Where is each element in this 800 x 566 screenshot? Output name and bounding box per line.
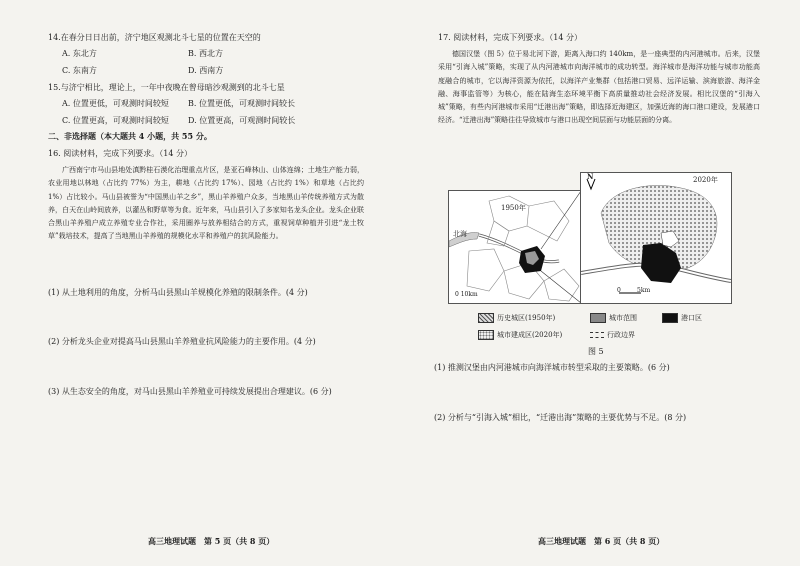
q14-option-b: B. 西北方 bbox=[188, 49, 223, 58]
q16-sub1: (1) 从土地利用的角度，分析马山县黑山羊规模化养殖的限制条件。(4 分) bbox=[48, 288, 308, 297]
legend-built bbox=[478, 330, 562, 340]
legend-historic-swatch bbox=[478, 313, 494, 323]
legend-built-swatch bbox=[478, 330, 494, 340]
q14-option-d: D. 西南方 bbox=[188, 66, 224, 75]
legend-port-swatch bbox=[662, 313, 678, 323]
q15-option-b: B. 位置更低，可观测时间较长 bbox=[188, 99, 295, 108]
q17-material: 德国汉堡（图 5）位于易北河下游，距离入海口约 140km，是一座典型的内河港城市。后来，汉堡采用“引海入城”策略，实现了从内河港城市向海洋城市的成功转型。海洋城市是海洋功能与城市功能高度融合的城市，它以海洋资源为依托，以海洋产业集群（包括港口贸易、远洋运输、滨海旅游、海洋金融、海事监管等）为核心，能在陆海生态环境平衡下高质量推动社会经济发展。相比汉堡的“引海入城”策略，有些内河港城市采用“迁港出海”策略，即选择近海建区，加强近海的海口港口建设，发展港口经济。“迁港出海”策略往往导致城市与港口出现空间层面与功能层面的分离。 bbox=[438, 50, 760, 125]
q15-option-d: D. 位置更高，可观测时间较长 bbox=[188, 116, 296, 125]
q16-sub2: (2) 分析龙头企业对提高马山县黑山羊养殖业抗风险能力的主要作用。(4 分) bbox=[48, 337, 316, 346]
map-sea-label: 北海 bbox=[453, 230, 467, 238]
q14-stem: 14.在春分日日出前，济宁地区观测北斗七星的位置在天空的 bbox=[48, 33, 261, 42]
q15-option-c: C. 位置更高，可观测时间较短 bbox=[62, 116, 169, 125]
map-large-scale-zero: 0 bbox=[617, 287, 621, 294]
legend-boundary-label: 行政边界 bbox=[607, 331, 635, 339]
legend-city-swatch bbox=[590, 313, 606, 323]
north-arrow-label: N bbox=[587, 172, 594, 181]
legend-boundary-swatch bbox=[590, 332, 604, 338]
q14-option-c: C. 东南方 bbox=[62, 66, 97, 75]
legend-port bbox=[662, 313, 702, 323]
q15-stem: 15.与济宁相比，理论上，一年中夜晚在曾母暗沙观测到的北斗七星 bbox=[48, 83, 285, 92]
map-large-year: 2020年 bbox=[693, 176, 718, 184]
legend-city-label: 城市范围 bbox=[609, 314, 637, 322]
map-small-scale: 0 10km bbox=[455, 291, 478, 298]
q16-material: 广西南宁市马山县地处滇黔桂石漠化治理重点片区，是亚石峰林山、山体连绵；土地生产能力弱，农业用地以林地（占比约 77%）为主，耕地（占比约 17%）、园地（占比约 1%）和草地（占比约 1%）占比较小。马山县被誉为“中国黑山羊之乡”，黑山羊养殖户众多，当地黑山羊传统养殖方式为散养，白天在山岭间放养，以灌丛和野草等为食。近年来，马山县引入了多家知名龙头企业。龙头企业联合黑山羊养殖户成立养殖专业合作社，采用圈养与放养相结合的方式，重视饲草种植并引进“龙土牧草”栽培技术，提高了当地黑山羊养殖的规模化水平和养殖户的抗风险能力。 bbox=[48, 166, 364, 241]
figure-caption: 图 5 bbox=[588, 347, 604, 356]
section-heading: 二、非选择题（本大题共 4 小题，共 55 分。 bbox=[48, 131, 212, 141]
city-map-drawing bbox=[581, 173, 731, 303]
q17-title: 17. 阅读材料，完成下列要求。（14 分） bbox=[438, 33, 582, 42]
legend-city bbox=[590, 313, 637, 323]
legend-historic-label: 历史城区(1950年) bbox=[497, 314, 556, 322]
legend-historic bbox=[478, 313, 555, 323]
q15-option-a: A. 位置更低，可观测时间较短 bbox=[62, 99, 169, 108]
right-page bbox=[400, 0, 800, 566]
hamburg-city-map bbox=[580, 172, 732, 304]
left-footer: 高三地理试题 第 5 页（共 8 页） bbox=[148, 536, 275, 546]
legend-port-label: 港口区 bbox=[681, 314, 702, 322]
legend-built-label: 城市建成区(2020年) bbox=[497, 331, 563, 339]
right-footer: 高三地理试题 第 6 页（共 8 页） bbox=[538, 536, 665, 546]
q17-sub1: (1) 推测汉堡由内河港城市向海洋城市转型采取的主要策略。(6 分) bbox=[434, 363, 670, 372]
legend-boundary bbox=[590, 330, 635, 340]
q14-option-a: A. 东北方 bbox=[62, 49, 97, 58]
hamburg-region-map bbox=[448, 190, 582, 304]
q17-sub2: (2) 分析与“引海入城”相比，“迁港出海”策略的主要优势与不足。(8 分) bbox=[434, 413, 687, 422]
map-small-year: 1950年 bbox=[501, 204, 526, 212]
map-large-scale-5km: 5km bbox=[637, 287, 651, 294]
q16-title: 16. 阅读材料，完成下列要求。（14 分） bbox=[48, 149, 192, 158]
q16-sub3: (3) 从生态安全的角度，对马山县黑山羊养殖业可持续发展提出合理建议。(6 分) bbox=[48, 387, 332, 396]
